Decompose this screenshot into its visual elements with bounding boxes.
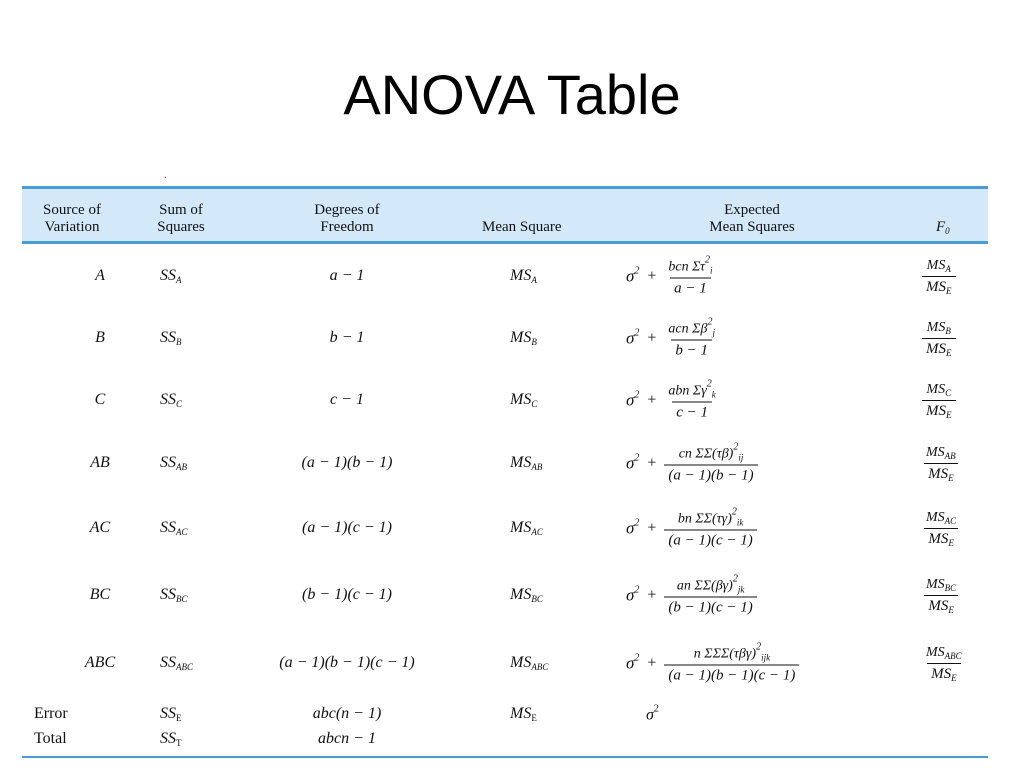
row-source: B xyxy=(95,329,105,346)
sigma-symbol: σ xyxy=(626,585,635,605)
total-df: abcn − 1 xyxy=(318,730,376,747)
table-row xyxy=(22,499,988,557)
f0-num-sub: B xyxy=(945,326,951,336)
row-ms-sub: ABC xyxy=(531,662,549,672)
error-source: Error xyxy=(34,705,68,722)
row-df: c − 1 xyxy=(330,391,364,408)
header-f0-sub: 0 xyxy=(945,226,950,236)
plus-sign: + xyxy=(647,519,657,536)
f0-den-sub: E xyxy=(948,605,954,615)
f0-den-text: MS xyxy=(928,531,949,547)
ems-fraction xyxy=(664,574,756,617)
row-ms-text: MS xyxy=(510,654,532,671)
sigma-symbol: σ xyxy=(626,328,635,348)
plus-sign: + xyxy=(647,654,657,671)
f0-num-text: MS xyxy=(926,510,945,525)
row-source: BC xyxy=(89,586,111,603)
f0-den-text: MS xyxy=(928,466,949,482)
f0-fraction xyxy=(922,645,966,683)
header-ems-line2: Mean Squares xyxy=(709,219,795,235)
f0-den-text: MS xyxy=(926,341,946,357)
row-df: (a − 1)(b − 1)(c − 1) xyxy=(279,654,415,671)
f0-fraction xyxy=(922,510,960,548)
row-ss xyxy=(160,519,188,537)
plus-sign: + xyxy=(647,329,657,346)
row-f0 xyxy=(922,643,966,683)
ems-num-text: n ΣΣΣ(τβγ) xyxy=(693,646,757,662)
ems-num-sub: k xyxy=(711,389,716,400)
row-ms xyxy=(510,454,542,472)
row-ss-sub: BC xyxy=(176,594,188,604)
row-ms-text: MS xyxy=(510,454,532,471)
ems-num-sub: ik xyxy=(736,517,744,528)
f0-fraction xyxy=(922,320,956,358)
ems-denominator: (a − 1)(c − 1) xyxy=(664,530,756,550)
sigma-symbol: σ xyxy=(626,390,635,410)
row-ms-text: MS xyxy=(510,519,532,536)
row-ss-sub: ABC xyxy=(176,662,193,672)
f0-den-text: MS xyxy=(931,666,952,682)
total-ss xyxy=(160,730,182,748)
f0-num-text: MS xyxy=(926,445,945,460)
f0-num-sub: C xyxy=(945,388,952,398)
sigma-sup: 2 xyxy=(634,652,640,664)
ems-num-sup: 2 xyxy=(706,378,712,390)
row-source: AB xyxy=(90,454,110,471)
row-ems xyxy=(626,507,757,550)
ems-fraction xyxy=(664,379,719,422)
ems-num-sup: 2 xyxy=(733,441,739,453)
error-ms-text: MS xyxy=(510,705,532,722)
ems-num-sub: i xyxy=(710,265,713,276)
row-ems-sigma xyxy=(626,328,639,349)
f0-denominator xyxy=(924,528,958,548)
error-ss-sub: E xyxy=(176,713,182,723)
row-ems-sigma xyxy=(626,653,639,674)
error-ems-sup: 2 xyxy=(653,703,659,715)
row-ss xyxy=(160,654,193,672)
table-row-total xyxy=(22,727,988,751)
f0-num-text: MS xyxy=(926,258,946,273)
sigma-sup: 2 xyxy=(634,265,640,277)
f0-num-text: MS xyxy=(926,320,946,335)
row-df: (a − 1)(c − 1) xyxy=(301,519,392,536)
row-ss-sub: B xyxy=(176,337,182,347)
error-ems xyxy=(646,704,659,725)
row-ss-text: SS xyxy=(160,391,176,408)
ems-denominator: (b − 1)(c − 1) xyxy=(664,597,756,617)
header-df xyxy=(292,202,402,236)
ems-fraction xyxy=(664,255,716,298)
table-bottom-rule xyxy=(22,756,988,758)
table-row xyxy=(22,247,988,305)
total-ss-text: SS xyxy=(160,730,176,747)
sigma-sup: 2 xyxy=(634,517,640,529)
ems-denominator: c − 1 xyxy=(672,402,712,422)
header-ss-line1: Sum of xyxy=(159,202,203,218)
row-ss-text: SS xyxy=(160,586,176,603)
sigma-sup: 2 xyxy=(634,452,640,464)
table-header xyxy=(22,186,988,244)
f0-den-sub: E xyxy=(946,410,952,420)
row-ms xyxy=(510,329,537,347)
f0-den-sub: E xyxy=(948,538,954,548)
f0-den-text: MS xyxy=(928,598,949,614)
row-df: a − 1 xyxy=(329,267,365,284)
table-row xyxy=(22,309,988,367)
row-ems xyxy=(626,255,717,298)
row-ems-sigma xyxy=(626,518,639,539)
ems-fraction xyxy=(664,442,757,485)
row-ms-sub: B xyxy=(531,337,537,347)
ems-num-text: cn ΣΣ(τβ) xyxy=(678,446,734,462)
sigma-sup: 2 xyxy=(634,327,640,339)
f0-numerator xyxy=(922,382,955,400)
f0-denominator xyxy=(927,663,961,683)
ems-denominator: (a − 1)(b − 1) xyxy=(664,465,757,485)
row-ems xyxy=(626,442,758,485)
f0-numerator xyxy=(923,320,955,338)
ems-denominator: a − 1 xyxy=(670,278,711,298)
row-ms xyxy=(510,654,548,672)
row-f0 xyxy=(922,256,956,296)
ems-num-sup: 2 xyxy=(707,316,713,328)
ems-numerator xyxy=(664,317,719,340)
row-ems xyxy=(626,379,720,422)
ems-numerator xyxy=(664,255,716,278)
row-ss-text: SS xyxy=(160,454,176,471)
row-ss-text: SS xyxy=(160,329,176,346)
ems-denominator: b − 1 xyxy=(671,340,712,360)
table-row xyxy=(22,566,988,624)
row-ems-sigma xyxy=(626,453,639,474)
plus-sign: + xyxy=(647,454,657,471)
f0-fraction xyxy=(922,382,956,420)
header-ss-line2: Squares xyxy=(157,219,205,235)
table-row xyxy=(22,371,988,429)
sigma-symbol: σ xyxy=(626,653,635,673)
header-f0 xyxy=(936,219,950,240)
header-source-line1: Source of xyxy=(43,202,101,218)
error-ms-sub: E xyxy=(531,713,537,723)
header-source xyxy=(34,202,110,236)
ems-num-text: acn Σβ xyxy=(668,321,708,337)
sigma-sup: 2 xyxy=(634,584,640,596)
row-df: (a − 1)(b − 1) xyxy=(301,454,393,471)
error-ss xyxy=(160,705,182,723)
row-ms-sub: A xyxy=(531,275,537,285)
row-ms xyxy=(510,519,543,537)
total-ss-sub: T xyxy=(176,738,182,748)
ems-fraction xyxy=(664,317,719,360)
sigma-symbol: σ xyxy=(626,453,635,473)
ems-fraction xyxy=(664,507,756,550)
ems-num-text: bcn Στ xyxy=(668,259,705,275)
anova-table xyxy=(22,186,988,244)
table-row xyxy=(22,634,988,692)
f0-denominator xyxy=(924,595,958,615)
f0-den-text: MS xyxy=(926,403,946,419)
f0-numerator xyxy=(922,510,960,528)
row-ss-sub: AC xyxy=(176,527,188,537)
f0-den-sub: E xyxy=(951,673,957,683)
ems-numerator xyxy=(675,442,748,465)
f0-fraction xyxy=(922,258,956,296)
row-ss-sub: A xyxy=(176,275,182,285)
row-ms xyxy=(510,267,537,285)
f0-denominator xyxy=(922,276,956,296)
row-ss-text: SS xyxy=(160,654,176,671)
header-ss xyxy=(148,202,214,236)
row-ms-text: MS xyxy=(510,586,532,603)
row-source: AC xyxy=(89,519,111,536)
f0-numerator xyxy=(922,645,966,663)
f0-numerator xyxy=(922,445,960,463)
plus-sign: + xyxy=(647,586,657,603)
table-row xyxy=(22,434,988,492)
ems-num-sub: j xyxy=(712,327,715,338)
header-f0-letter: F xyxy=(936,219,946,235)
f0-num-sub: AB xyxy=(944,451,956,461)
row-source: ABC xyxy=(84,654,116,671)
total-source: Total xyxy=(34,730,67,747)
row-ems xyxy=(626,642,799,685)
row-ms-sub: AB xyxy=(531,462,543,472)
f0-num-text: MS xyxy=(926,577,945,592)
row-f0 xyxy=(922,318,956,358)
row-ss-text: SS xyxy=(160,267,176,284)
ems-numerator xyxy=(690,642,774,665)
ems-numerator xyxy=(673,574,748,597)
row-ms-sub: BC xyxy=(531,594,543,604)
row-ss-text: SS xyxy=(160,519,176,536)
sigma-sup: 2 xyxy=(634,389,640,401)
header-ms: Mean Square xyxy=(482,219,562,235)
row-source: C xyxy=(94,391,106,408)
header-df-line2: Freedom xyxy=(320,219,374,235)
ems-num-sup: 2 xyxy=(756,641,762,653)
row-ems xyxy=(626,574,757,617)
f0-num-sub: ABC xyxy=(944,651,962,661)
f0-num-text: MS xyxy=(926,645,945,660)
ems-num-text: abn Σγ xyxy=(668,383,707,399)
ems-num-sup: 2 xyxy=(705,254,710,266)
ems-denominator: (a − 1)(b − 1)(c − 1) xyxy=(664,665,799,685)
row-ms xyxy=(510,586,543,604)
row-source: A xyxy=(95,267,105,284)
row-ss xyxy=(160,454,187,472)
error-ss-text: SS xyxy=(160,705,176,722)
f0-den-text: MS xyxy=(926,279,946,295)
plus-sign: + xyxy=(647,391,657,408)
f0-denominator xyxy=(924,463,958,483)
stray-mark: . xyxy=(164,170,167,181)
row-f0 xyxy=(922,508,960,548)
f0-den-sub: E xyxy=(948,473,954,483)
sigma-symbol: σ xyxy=(626,266,635,286)
row-f0 xyxy=(922,575,960,615)
f0-fraction xyxy=(922,577,960,615)
row-ss xyxy=(160,391,182,409)
row-ss-sub: C xyxy=(176,399,183,409)
f0-denominator xyxy=(922,338,956,358)
f0-numerator xyxy=(923,258,955,276)
error-df: abc(n − 1) xyxy=(312,705,382,722)
table-row-error xyxy=(22,702,988,726)
row-ss xyxy=(160,329,182,347)
row-f0 xyxy=(922,443,960,483)
ems-num-text: an ΣΣ(βγ) xyxy=(676,578,733,594)
header-source-line2: Variation xyxy=(44,219,100,235)
row-ems-sigma xyxy=(626,266,639,287)
row-ems-sigma xyxy=(626,585,639,606)
row-df: b − 1 xyxy=(329,329,365,346)
f0-den-sub: E xyxy=(946,286,952,296)
plus-sign: + xyxy=(647,267,657,284)
ems-num-sub: ij xyxy=(738,452,744,463)
row-ems-sigma xyxy=(626,390,639,411)
f0-numerator xyxy=(922,577,960,595)
f0-num-text: MS xyxy=(926,382,946,397)
row-ems xyxy=(626,317,719,360)
ems-fraction xyxy=(664,642,799,685)
header-df-line1: Degrees of xyxy=(314,202,380,218)
f0-num-sub: AC xyxy=(944,516,957,526)
row-ms-text: MS xyxy=(510,267,532,284)
row-ss-sub: AB xyxy=(176,462,187,472)
ems-num-sup: 2 xyxy=(732,573,738,585)
ems-num-sup: 2 xyxy=(731,506,737,518)
f0-denominator xyxy=(922,400,956,420)
row-f0 xyxy=(922,380,956,420)
row-ss xyxy=(160,267,182,285)
sigma-symbol: σ xyxy=(626,518,635,538)
row-ms xyxy=(510,391,537,409)
row-ms-sub: C xyxy=(531,399,538,409)
page-title: ANOVA Table xyxy=(343,63,681,126)
row-ms-text: MS xyxy=(510,391,532,408)
f0-den-sub: E xyxy=(946,348,952,358)
ems-numerator xyxy=(674,507,748,530)
error-ms xyxy=(510,705,537,723)
f0-num-sub: BC xyxy=(944,583,957,593)
row-ms-sub: AC xyxy=(531,527,543,537)
ems-num-sub: jk xyxy=(737,584,745,595)
header-ems xyxy=(702,202,802,236)
row-ss xyxy=(160,586,188,604)
f0-fraction xyxy=(922,445,960,483)
row-df: (b − 1)(c − 1) xyxy=(301,586,392,603)
error-ems-sigma: σ xyxy=(646,706,654,724)
f0-num-sub: A xyxy=(945,264,951,274)
ems-num-text: bn ΣΣ(τγ) xyxy=(677,511,732,527)
row-ms-text: MS xyxy=(510,329,532,346)
ems-numerator xyxy=(664,379,719,402)
header-ems-line1: Expected xyxy=(724,202,780,218)
ems-num-sub: ijk xyxy=(761,652,771,663)
